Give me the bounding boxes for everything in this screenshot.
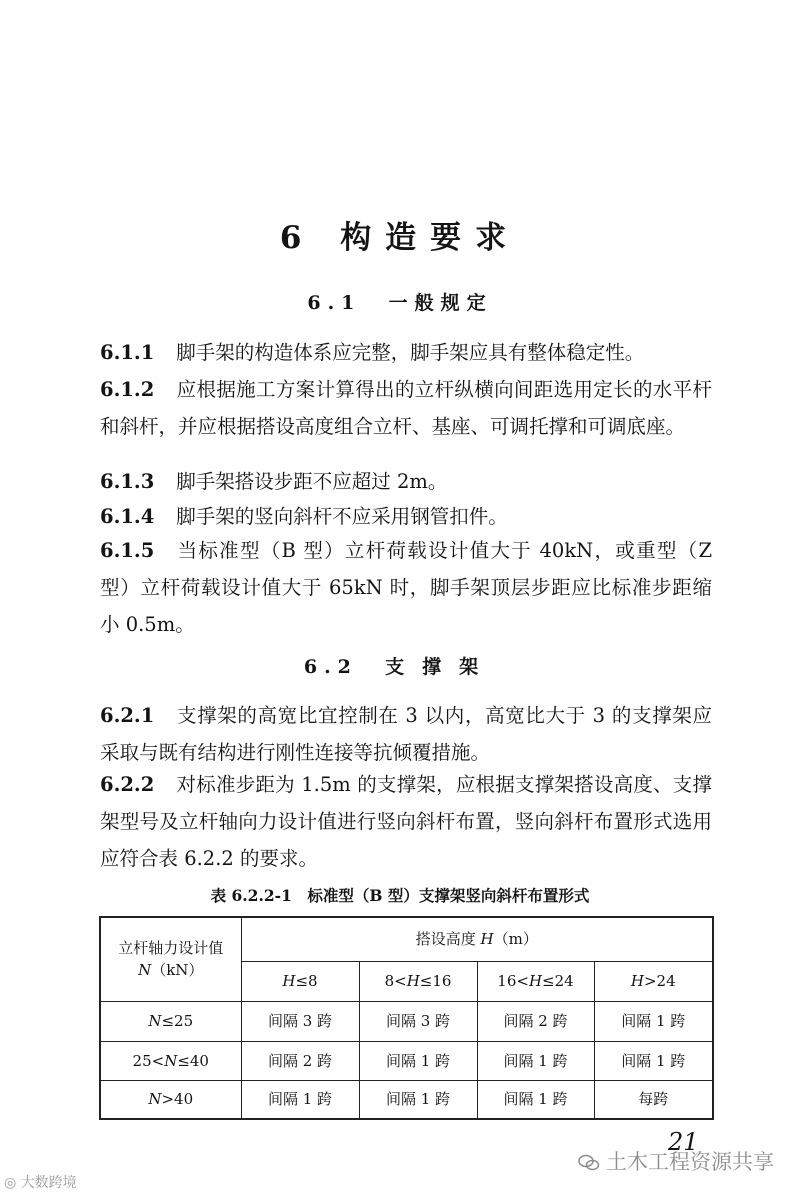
table-cell: 间隔 1 跨 [477, 1080, 594, 1119]
height-header [241, 917, 713, 961]
axial-force-header [100, 917, 241, 1001]
table-row [100, 1001, 713, 1041]
table-caption: 表 6.2.2-1 标准型（B 型）支撑架竖向斜杆布置形式 [210, 886, 590, 905]
var-h: H [480, 930, 494, 949]
table-cell: 间隔 1 跨 [477, 1041, 594, 1080]
table-cell: 间隔 1 跨 [594, 1001, 713, 1041]
table-cell: 间隔 1 跨 [359, 1041, 477, 1080]
clause-number: 6.2.1 [100, 704, 155, 727]
height-range-cell: H≤8 [241, 961, 359, 1001]
clause-text: 对标准步距为 1.5m 的支撑架，应根据支撑架搭设高度、支撑架型号及立杆轴向力设计值进行竖向斜杆布置，竖向斜杆布置形式选用应符合表 6.2.2 的要求。 [100, 773, 712, 870]
table-cell: 间隔 3 跨 [241, 1001, 359, 1041]
table-cell: 间隔 3 跨 [359, 1001, 477, 1041]
clause-text: 脚手架的竖向斜杆不应采用钢管扣件。 [176, 505, 508, 528]
chapter-name: 构造要求 [340, 220, 521, 256]
table-row [100, 1041, 713, 1080]
axial-force-unit-line [101, 959, 241, 981]
table-row [100, 1080, 713, 1119]
height-label: 搭设高度 [415, 930, 481, 949]
watermark-right [578, 1146, 774, 1176]
table-cell: 间隔 2 跨 [477, 1001, 594, 1041]
watermark-right-text: 土木工程资源共享 [606, 1150, 774, 1174]
section-number: 6.2 [303, 656, 358, 678]
height-range-cell: 16<H≤24 [477, 961, 594, 1001]
table-cell: 间隔 1 跨 [594, 1041, 713, 1080]
page-number: 21 [668, 1128, 699, 1156]
section-name: 支撑架 [385, 656, 497, 678]
clause-number: 6.1.2 [100, 378, 155, 401]
unit-kn: （kN） [151, 961, 204, 980]
table-cell: 间隔 1 跨 [241, 1080, 359, 1119]
clause-number: 6.2.2 [100, 773, 155, 796]
clause-6-1-1 [100, 334, 712, 371]
clause-number: 6.1.5 [100, 539, 155, 562]
clause-6-2-1 [100, 697, 712, 771]
clause-6-1-3 [100, 463, 712, 500]
var-n: N [138, 961, 152, 980]
clause-6-1-5 [100, 532, 712, 643]
section-name: 一般规定 [388, 292, 493, 314]
clause-6-1-2 [100, 371, 712, 445]
axial-force-label: 立杆轴力设计值 [118, 939, 224, 958]
watermark-left [4, 1172, 77, 1192]
watermark-logo-icon: ◎ [4, 1175, 17, 1191]
clause-number: 6.1.1 [100, 341, 155, 364]
clause-text: 脚手架的构造体系应完整，脚手架应具有整体稳定性。 [176, 341, 645, 364]
clause-6-2-2 [100, 766, 712, 877]
clause-text: 应根据施工方案计算得出的立杆纵横向间距选用定长的水平杆和斜杆，并应根据搭设高度组合立杆、基座、可调托撑和可调底座。 [100, 378, 712, 438]
force-range-cell: N>40 [100, 1080, 241, 1119]
unit-m: （m） [493, 930, 538, 949]
chapter-number: 6 [279, 220, 316, 256]
table-cell: 间隔 1 跨 [359, 1080, 477, 1119]
clause-number: 6.1.4 [100, 505, 155, 528]
diagonal-rod-table [99, 916, 714, 1120]
chapter-title [0, 212, 800, 257]
wechat-icon [578, 1154, 600, 1172]
table-cell: 间隔 2 跨 [241, 1041, 359, 1080]
watermark-left-text: 大数跨境 [20, 1175, 77, 1191]
height-range-cell: H>24 [594, 961, 713, 1001]
section-title-6-1 [0, 288, 800, 315]
clause-text: 当标准型（B 型）立杆荷载设计值大于 40kN，或重型（Z 型）立杆荷载设计值大于 65kN 时，脚手架顶层步距应比标准步距缩小 0.5m。 [100, 539, 712, 636]
table-cell: 每跨 [594, 1080, 713, 1119]
force-range-cell: N≤25 [100, 1001, 241, 1041]
clause-6-1-4 [100, 498, 712, 535]
height-range-cell: 8<H≤16 [359, 961, 477, 1001]
clause-number: 6.1.3 [100, 470, 155, 493]
force-range-cell: 25<N≤40 [100, 1041, 241, 1080]
clause-text: 支撑架的高宽比宜控制在 3 以内，高宽比大于 3 的支撑架应采取与既有结构进行刚性连接等抗倾覆措施。 [100, 704, 712, 764]
section-title-6-2 [0, 652, 800, 679]
section-number: 6.1 [307, 292, 362, 314]
table-header-row [100, 917, 713, 961]
clause-text: 脚手架搭设步距不应超过 2m。 [176, 470, 448, 493]
